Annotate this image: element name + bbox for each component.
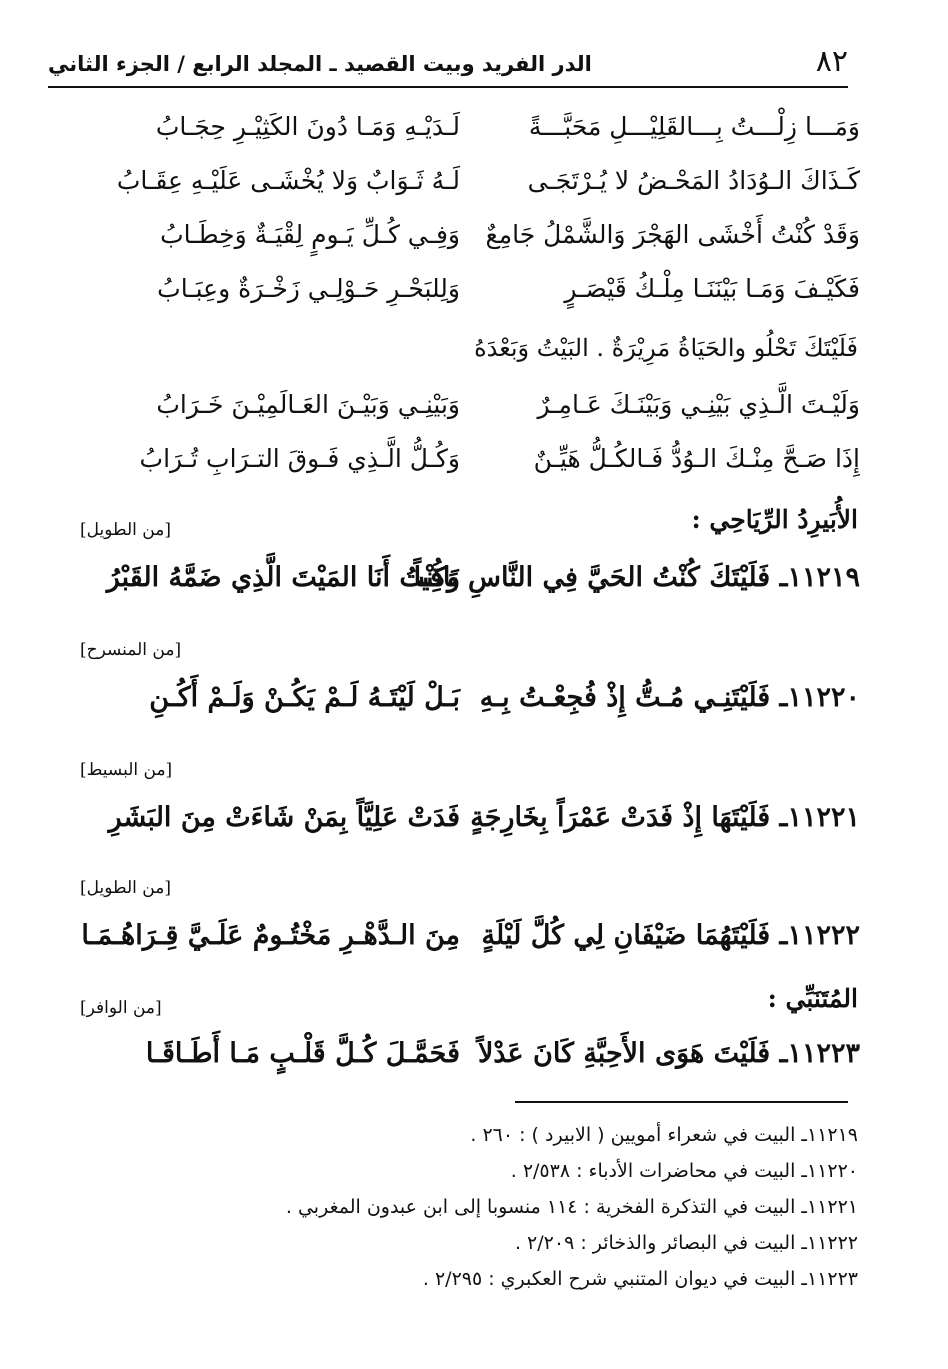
verse-line xyxy=(100,274,860,326)
footnote: ١١٢٢١ـ البيت في التذكرة الفخرية : ١١٤ منسوبا إلى ابن عبدون المغربي . xyxy=(285,1196,858,1218)
numbered-verse xyxy=(100,802,860,854)
second-hemistich: بَـلْ لَيْتَـهُ لَـمْ يَكُـنْ وَلَـمْ أَكُـنِ xyxy=(149,682,460,713)
second-hemistich: وَفِـي كُـلِّ يَـومٍ لِقْيَـةٌ وَخِطَـابُ xyxy=(160,220,460,249)
verse-line xyxy=(100,220,860,272)
poet-name: المُتَنَبِّي : xyxy=(767,984,858,1013)
second-hemistich: وَكُـلُّ الَّـذِي فَـوقَ التـرَابِ تُـرَابُ xyxy=(139,444,460,473)
second-hemistich: فَحَمَّـلَ كُـلَّ قَلْـبٍ مَـا أَطَـاقَـا xyxy=(145,1038,460,1069)
numbered-verse xyxy=(81,920,860,972)
footnote-separator xyxy=(515,1101,848,1103)
numbered-verse xyxy=(100,682,860,734)
footnote: ١١٢٢٠ـ البيت في محاضرات الأدباء : ٢/٥٣٨ . xyxy=(510,1160,858,1182)
footnote: ١١٢٢٢ـ البيت في البصائر والذخائر : ٢/٢٠٩ . xyxy=(514,1232,858,1254)
verse-line xyxy=(100,112,860,164)
verse-line xyxy=(100,166,860,218)
meter-label: [من الطويل] xyxy=(80,878,171,898)
first-hemistich: إِذَا صَـحَّ مِنْـكَ الـوُدُّ فَـالكُـلُّ هَيِّـنٌ xyxy=(533,444,860,473)
second-hemistich: لَـدَيْـهِ وَمَـا دُونَ الكَثِيْـرِ حِجَـابُ xyxy=(155,112,460,141)
verse-line xyxy=(100,390,860,442)
second-hemistich: وَكُنْتُ أَنَا المَيْتَ الَّذِي ضَمَّهُ القَبْرُ xyxy=(106,562,460,593)
prose-line: فَلَيْتَكَ تَحْلُو والحَيَاةُ مَرِيْرَةٌ . البَيْتُ وَبَعْدَهُ xyxy=(474,334,858,362)
first-hemistich: كَـذَاكَ الـوُدَادُ المَحْـضُ لا يُـرْتَجَـى xyxy=(527,166,860,195)
numbered-verse xyxy=(100,1038,860,1090)
second-hemistich: وَلِلبَحْـرِ حَـوْلِـي زَخْـرَةٌ وعِبَـابُ xyxy=(157,274,460,303)
numbered-verse xyxy=(100,562,860,614)
first-hemistich: وَلَيْـتَ الَّـذِي بَيْنِـي وَبَيْنَـكَ عَـامِـرٌ xyxy=(537,390,860,419)
footnote: ١١٢١٩ـ البيت في شعراء أمويين ( الابيرد ) : ٢٦٠ . xyxy=(470,1124,858,1146)
first-hemistich: ١١٢٢٣ـ فَلَيْتَ هَوَى الأَحِبَّةِ كَانَ عَدْلاً xyxy=(477,1038,860,1069)
page-header xyxy=(48,42,848,88)
meter-label: [من الوافر] xyxy=(80,998,162,1018)
meter-label: [من المنسرح] xyxy=(80,640,182,660)
poet-name: الأُبَيرِدُ الرِّيَاحِي : xyxy=(691,505,858,534)
second-hemistich: لَـهُ ثَـوَابٌ وَلا يُخْشَـى عَلَيْـهِ عِقَـابُ xyxy=(116,166,460,195)
second-hemistich: فَدَتْ عَلِيَّاً بِمَنْ شَاءَتْ مِنَ البَشَرِ xyxy=(108,802,460,833)
running-title: الدر الفريد وبيت القصيد ـ المجلد الرابع / الجزء الثاني xyxy=(48,52,592,76)
first-hemistich: ١١٢٢١ـ فَلَيْتَهَا إِذْ فَدَتْ عَمْرَاً بِخَارِجَةٍ xyxy=(470,802,860,833)
meter-label: [من البسيط] xyxy=(80,760,173,780)
page-number: ٨٢ xyxy=(815,44,848,79)
first-hemistich: ١١٢٢٠ـ فَلَيْتَنِـي مُـتُّ إِذْ فُجِعْـتُ بِـهِ xyxy=(479,682,860,713)
first-hemistich: فَكَيْـفَ وَمَـا بَيْنَنَـا مِلْـكُ قَيْصَـرٍ xyxy=(564,274,860,303)
first-hemistich: وَقَدْ كُنْتُ أَخْشَى الهَجْرَ وَالشَّمْلُ جَامِعٌ xyxy=(485,220,860,249)
first-hemistich: ١١٢٢٢ـ فَلَيْتَهُمَا ضَيْفَانِ لِي كُلَّ لَيْلَةٍ xyxy=(481,920,860,951)
second-hemistich: مِنَ الـدَّهْـرِ مَخْتُـومٌ عَلَـيَّ قِـرَاهُـمَـا xyxy=(81,920,460,951)
first-hemistich: ١١٢١٩ـ فَلَيْتَكَ كُنْتُ الحَيَّ فِي النَّاسِ بَاقِياً xyxy=(413,562,860,593)
meter-label: [من الطويل] xyxy=(80,520,171,540)
footnote: ١١٢٢٣ـ البيت في ديوان المتنبي شرح العكبري : ٢/٢٩٥ . xyxy=(422,1268,858,1290)
second-hemistich: وَبَيْنِـي وَبَيْـنَ العَـالَمِيْـنَ خَـرَابُ xyxy=(156,390,460,419)
first-hemistich: وَمَـــا زِلْـــتُ بِـــالقَلِيْـــلِ مَحَبَّـــةً xyxy=(528,112,860,141)
verse-line xyxy=(100,444,860,496)
